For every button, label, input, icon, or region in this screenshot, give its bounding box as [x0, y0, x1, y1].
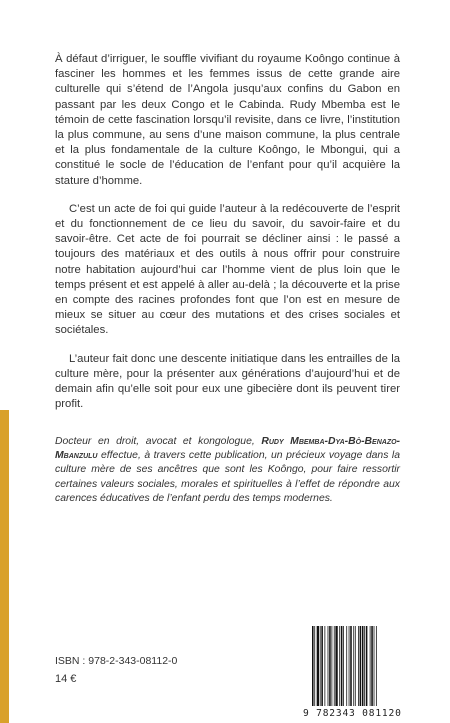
spine-accent-bar — [0, 410, 9, 723]
barcode-bar — [339, 626, 340, 706]
back-cover-text — [55, 52, 400, 425]
barcode-bar — [360, 626, 362, 706]
barcode-bar — [370, 626, 371, 706]
summary-paragraph-1: À défaut d’irriguer, le souffle vivifiant du royaume Koôngo continue à fasciner les hommes et les femmes issus de cette grande aire culturelle qui s’étend de l’Angola jusqu’aux confins du Gabon en passant par les deux Congo et le Cabinda. Rudy Mbemba est le témoin de cette fascination lorsqu’il revisite, dans ce livre, l’institution la plus commune, au sens d’une maison commune, la plus centrale et la plus fondamentale de la culture Koôngo, le Mbongui, qui a constitué le socle de l’éducation de l’enfant pour qu’il acquière la stature d’homme. — [55, 53, 400, 187]
barcode-bar — [312, 626, 314, 706]
barcode-bar — [321, 626, 323, 706]
barcode-bar — [343, 626, 344, 706]
barcode-bar — [371, 626, 373, 706]
barcode-bar — [364, 626, 365, 706]
barcode-bar — [374, 626, 375, 706]
author-bio-intro: Docteur en droit, avocat et kongologue, — [55, 436, 262, 447]
barcode-bar — [328, 626, 329, 706]
barcode-bar — [341, 626, 343, 706]
barcode-bar — [332, 626, 333, 706]
barcode-bar — [320, 626, 321, 706]
barcode-bar — [335, 626, 337, 706]
isbn-label: ISBN : 978-2-343-08112-0 — [55, 655, 178, 667]
summary-paragraph-2: C’est un acte de foi qui guide l’auteur à la redécouverte de l’esprit et du fonctionnement de ce lieu du savoir, du savoir-faire et du savoir-être. Cet acte de foi pourrait se décliner ainsi : le passé a toujours des matériaux et des outils à nous offrir pour construire notre habitation aujourd’hui car l’homme vient de plus loin que le temps présent et est appelé à aller au-delà ; la découverte et la prise en compte des racines profondes font que l’on est en mesure de mieux se situer au cœur des mutations et des crises sociales et sociétales. — [55, 202, 400, 337]
author-name: Rudy Mbemba-Dya-Bô-Benazo-Mbanzulu — [55, 436, 400, 462]
price-label: 14 € — [55, 673, 77, 685]
barcode-bar — [349, 626, 350, 706]
barcode-bar — [350, 626, 352, 706]
barcode-bar — [324, 626, 325, 706]
barcode-bar — [317, 626, 319, 706]
barcode-bar — [329, 626, 331, 706]
summary-paragraph-3: L’auteur fait donc une descente initiatique dans les entrailles de la culture mère, pour la présenter aux générations d’aujourd’hui et de demain afin qu’elle soit pour eux une gibecière dont ils peuvent tirer profit. — [55, 352, 400, 411]
barcode-bar — [314, 626, 315, 706]
barcode-icon — [311, 626, 403, 718]
author-bio-rest: effectue, à travers cette publication, un précieux voyage dans la culture mère de ses ancêtres que sont les Koôngo, pour faire ressortir certaines valeurs sociales, morales et spirituelles à l’effet de répondre aux carences éducatives de l’enfant perdu des temps modernes. — [55, 450, 400, 504]
barcode-bar — [362, 626, 364, 706]
barcode-bar — [334, 626, 335, 706]
author-bio — [55, 435, 400, 506]
barcode-bar — [366, 626, 368, 706]
barcode-bar — [358, 626, 359, 706]
barcode-bar — [355, 626, 356, 706]
barcode-bar — [353, 626, 354, 706]
barcode-bar — [346, 626, 347, 706]
barcode-bar — [376, 626, 377, 706]
barcode-number: 9 782343 081120 — [303, 708, 402, 719]
